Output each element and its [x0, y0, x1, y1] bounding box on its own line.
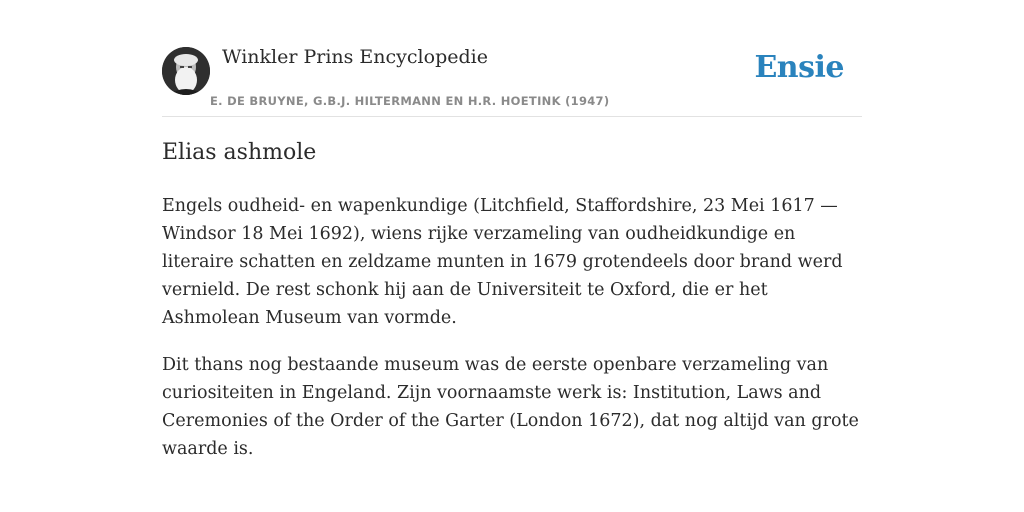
article-paragraph-1: Engels oudheid- en wapenkundige (Litchfield, Staffordshire, 23 Mei 1617 — Windsor 18 Mei 1692), wiens rijke verzameling van oudheidkundige en literaire schatten en zeldzame munten in 1679 grotendeels door brand werd vernield. De rest schonk hij aan de Universiteit te Oxford, die er het Ashmolean Museum van vormde. [162, 196, 843, 328]
article-paragraph-2: Dit thans nog bestaande museum was de eerste openbare verzameling van curiositeiten in Engeland. Zijn voornaamste werk is: Institution, Laws and Ceremonies of the Order of the Garter (London 1672), dat nog altijd van grote waarde is. [162, 355, 859, 459]
author-portrait-icon [162, 47, 210, 95]
authors-credit: E. DE BRUYNE, G.B.J. HILTERMANN EN H.R. HOETINK (1947) [210, 94, 610, 108]
article-title: Elias ashmole [162, 140, 317, 165]
site-header [162, 44, 862, 117]
brand-logo[interactable]: Ensie [754, 50, 844, 85]
site-title[interactable]: Winkler Prins Encyclopedie [222, 46, 488, 68]
author-avatar [162, 47, 210, 95]
